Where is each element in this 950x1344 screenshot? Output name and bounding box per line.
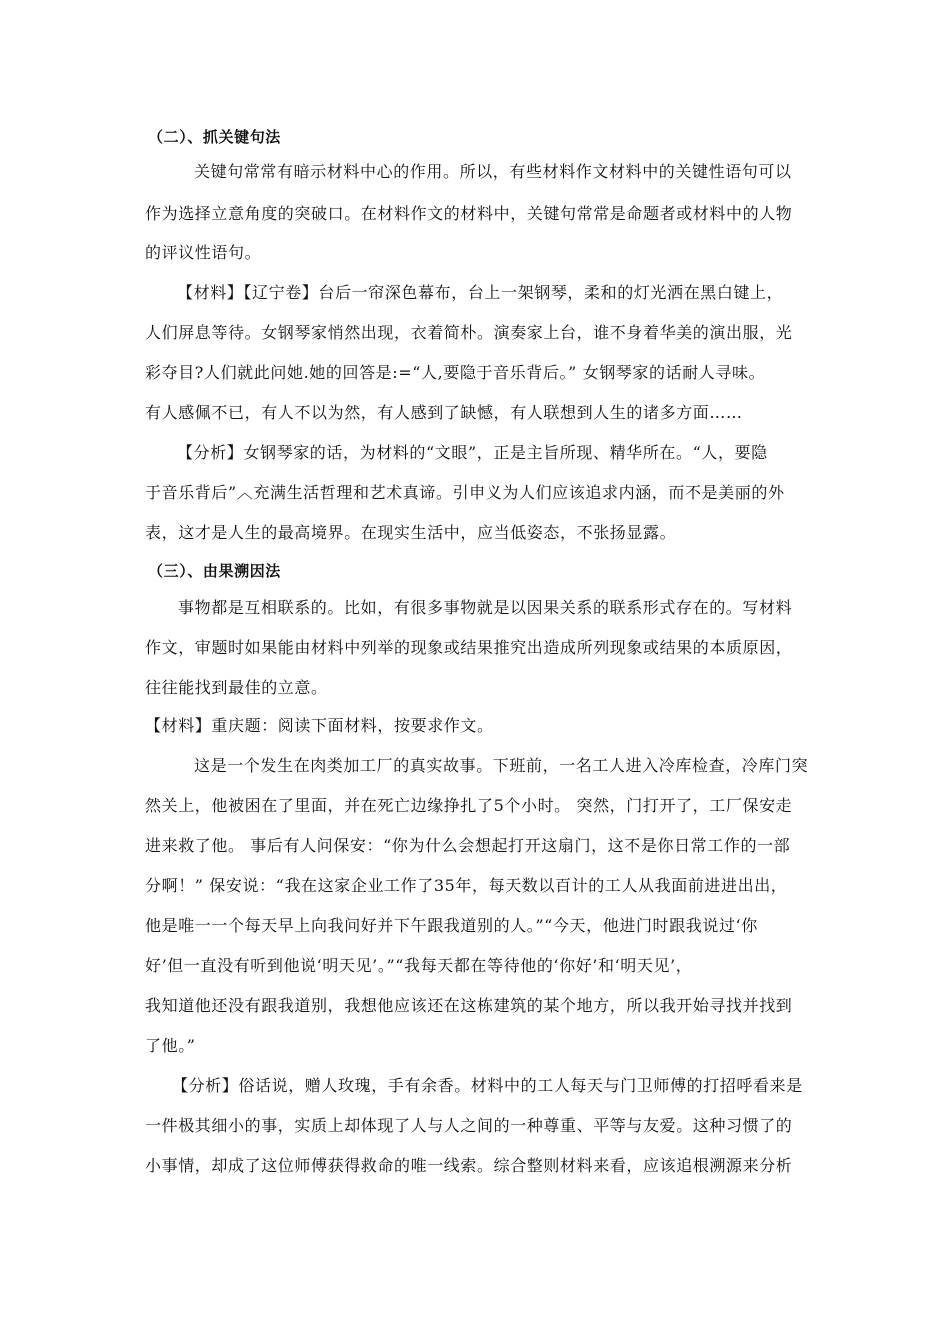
analysis-line: 表，这才是人生的最高境界。在现实生活中，应当低姿态，不张扬显露。 (145, 523, 677, 542)
paragraph-line: 作为选择立意角度的突破口。在材料作文的材料中，关键句常常是命题者或材料中的人物 (145, 204, 793, 223)
story-line: 分啊！” 保安说：“我在这家企业工作了35年，每天数以百计的工人从我面前进进出出， (145, 876, 788, 895)
paragraph-line: 关键句常常有暗示材料中心的作用。所以，有些材料作文材料中的关键性语句可以 (194, 162, 792, 181)
story-line: 进来救了他。 事后有人问保安：“你为什么会想起打开这扇门，这不是你日常工作的一部 (145, 836, 791, 855)
material-line: 有人感佩不已，有人不以为然，有人感到了缺憾，有人联想到人生的诸多方面…… (145, 403, 743, 422)
section-heading-key-sentence: （二）、抓关键句法 (148, 128, 281, 146)
analysis-line (177, 443, 768, 463)
material-line: 人们屏息等待。女钢琴家悄然出现，衣着简朴。演奏家上台，谁不身着华美的演出服，光 (145, 323, 793, 342)
material-prompt: 重庆题：阅读下面材料，按要求作文。 (211, 716, 494, 735)
analysis-line (172, 1076, 803, 1096)
material-tag: 【材料】 (177, 283, 244, 302)
paragraph-line: 事物都是互相联系的。比如，有很多事物就是以因果关系的联系形式存在的。写材料 (178, 598, 793, 617)
story-line: 他是唯一一个每天早上向我问好并下午跟我道别的人。”“今天，他进门时跟我说过‘你 (145, 916, 758, 935)
paragraph-line: 往往能找到最佳的立意。 (145, 678, 328, 697)
material-text: 台后一帘深色幕布，台上一架钢琴，柔和的灯光洒在黑白键上， (318, 283, 784, 302)
story-line: 了他。” (145, 1036, 196, 1055)
story-line: 我知道他还没有跟我道别，我想他应该还在这栋建筑的某个地方，所以我开始寻找并找到 (145, 996, 793, 1015)
paragraph-line: 作文，审题时如果能由材料中列举的现象或结果推究出造成所列现象或结果的本质原因， (145, 638, 793, 657)
analysis-line: 于音乐背后”︿充满生活哲理和艺术真谛。引申义为人们应该追求内涵，而不是美丽的外 (145, 483, 785, 502)
analysis-tag: 【分析】 (177, 443, 244, 462)
analysis-tag: 【分析】 (172, 1076, 239, 1095)
material-tag: 【材料】 (145, 716, 212, 735)
material-line: 彩夺目?人们就此问她.她的回答是:=“人,要隐于音乐背后。” 女钢琴家的话耐人寻味。 (145, 363, 766, 382)
analysis-text: 女钢琴家的话，为材料的“文眼”，正是主旨所现、精华所在。“人，要隐 (243, 443, 768, 462)
analysis-line: 小事情，却成了这位师傅获得救命的唯一线索。综合整则材料来看，应该追根溯源来分析 (145, 1156, 793, 1175)
material-line (145, 716, 494, 736)
story-line: 好’但一直没有听到他说‘明天见’。”“我每天都在等待他的‘你好’和‘明天见’， (145, 956, 693, 975)
material-source: 【辽宁卷】 (243, 283, 319, 302)
analysis-line: 一件极其细小的事，实质上却体现了人与人之间的一种尊重、平等与友爱。这种习惯了的 (145, 1116, 793, 1135)
paragraph-line: 的评议性语句。 (145, 243, 262, 262)
material-line (177, 283, 783, 303)
story-line: 这是一个发生在肉类加工厂的真实故事。下班前，一名工人进入冷库检查，冷库门突 (194, 756, 809, 775)
story-line: 然关上，他被困在了里面，并在死亡边缘挣扎了5个小时。 突然，门打开了，工厂保安走 (145, 796, 793, 815)
section-heading-cause-effect: （三）、由果溯因法 (148, 562, 281, 580)
analysis-text: 俗话说，赠人玫瑰，手有余香。材料中的工人每天与门卫师傅的打招呼看来是 (238, 1076, 803, 1095)
